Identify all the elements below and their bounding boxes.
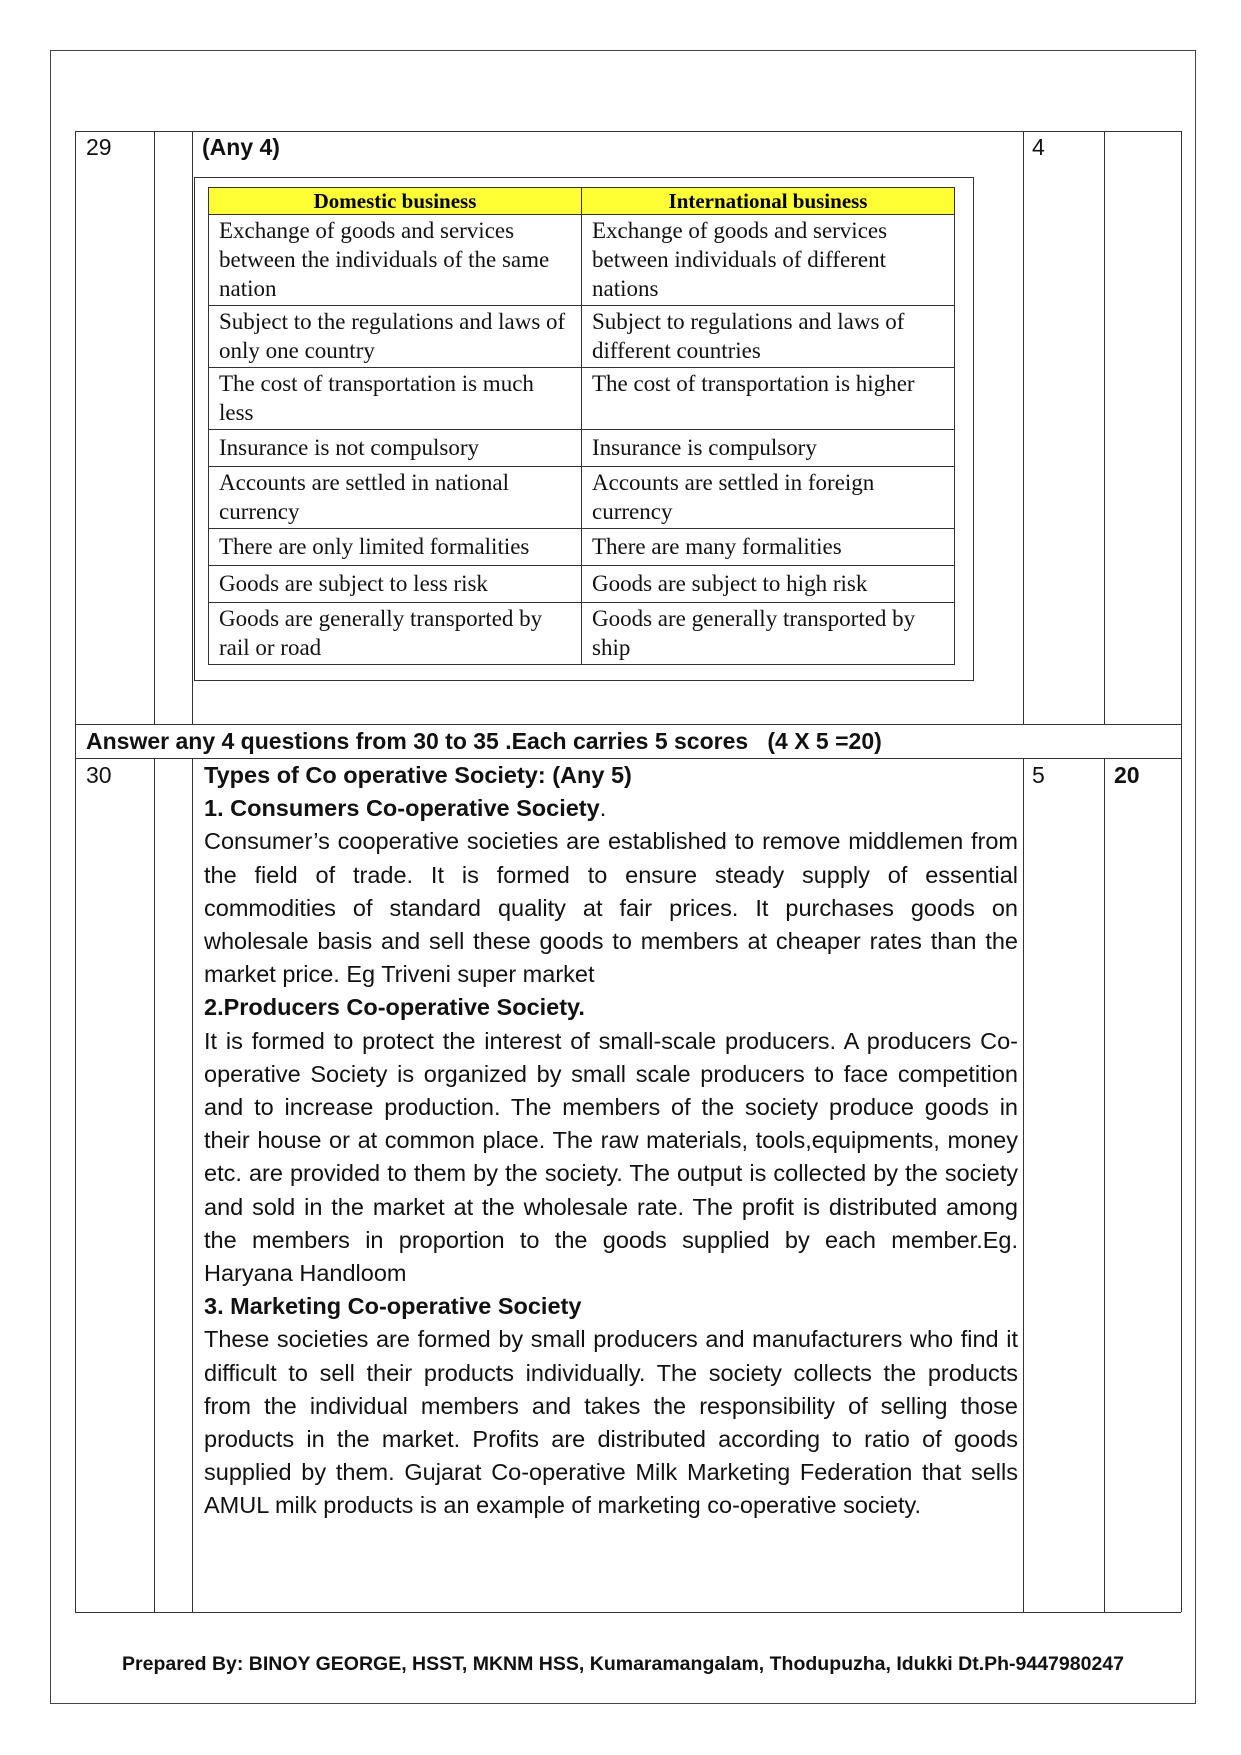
table-left-line <box>75 131 76 1612</box>
comparison-header-row <box>209 188 955 215</box>
table-row <box>209 603 955 665</box>
item-text: It is formed to protect the interest of small-scale producers. A producers Co-operative Society is organized by small scale producers to face competition and to increase production. The members of the society produce goods in their house or at common place. The raw materials, tools,equipments, money etc. are provided to them by the society. The output is collected by the society and sold in the market at the wholesale rate. The profit is distributed among the members in proportion to the goods supplied by each member.Eg. Haryana Handloom <box>204 1027 1018 1287</box>
table-row <box>209 368 955 430</box>
table-bottom-line <box>75 1612 1181 1613</box>
domestic-cell: Goods are generally transported by rail or road <box>209 603 582 665</box>
header-international: International business <box>582 188 955 215</box>
table-row <box>209 215 955 306</box>
q30-total: 20 <box>1114 762 1140 788</box>
item-text: These societies are formed by small producers and manufacturers who find it difficult to sell their products individually. The society collects the products from the individual members and takes the responsibility of selling those products in the market. Profits are distributed according to ratio of goods supplied by them. Gujarat Co-operative Milk Marketing Federation that sells AMUL milk products is an example of marketing co-operative society. <box>204 1326 1018 1519</box>
col-divider-2 <box>192 131 193 724</box>
domestic-cell: The cost of transportation is much less <box>209 368 582 430</box>
col-divider-3b <box>1023 758 1024 1612</box>
domestic-cell: Subject to the regulations and laws of only one country <box>209 306 582 368</box>
international-cell: Goods are generally transported by ship <box>582 603 955 665</box>
table-row <box>209 306 955 368</box>
international-cell: Goods are subject to high risk <box>582 566 955 603</box>
table-row <box>209 529 955 566</box>
col-divider-2b <box>192 758 193 1612</box>
table-row <box>209 430 955 467</box>
table-right-line <box>1181 131 1182 1612</box>
international-cell: Insurance is compulsory <box>582 430 955 467</box>
q30-answer <box>204 762 1018 1523</box>
domestic-cell: Exchange of goods and services between the individuals of the same nation <box>209 215 582 306</box>
international-cell: Exchange of goods and services between individuals of different nations <box>582 215 955 306</box>
international-cell: Accounts are settled in foreign currency <box>582 467 955 529</box>
q29-score: 4 <box>1032 134 1045 160</box>
col-divider-3 <box>1023 131 1024 724</box>
international-cell: There are many formalities <box>582 529 955 566</box>
domestic-cell: Accounts are settled in national currency <box>209 467 582 529</box>
international-cell: The cost of transportation is higher <box>582 368 955 430</box>
section-instruction: Answer any 4 questions from 30 to 35 .Each carries 5 scores (4 X 5 =20) <box>86 728 882 754</box>
comparison-table <box>208 187 955 665</box>
col-divider-4b <box>1104 758 1105 1612</box>
col-divider-1 <box>154 131 155 724</box>
col-divider-1b <box>154 758 155 1612</box>
q29-number: 29 <box>86 134 112 160</box>
q30-title: Types of Co operative Society: (Any 5) <box>204 762 632 788</box>
table-row <box>209 467 955 529</box>
international-cell: Subject to regulations and laws of different countries <box>582 306 955 368</box>
domestic-cell: There are only limited formalities <box>209 529 582 566</box>
item-text: Consumer’s cooperative societies are established to remove middlemen from the field of trade. It is formed to ensure steady supply of essential commodities of standard quality at fair prices. It purchases goods on wholesale basis and sell these goods to members at cheaper rates than the market price. Eg Triveni super market <box>204 828 1018 988</box>
q30-number: 30 <box>86 762 112 788</box>
domestic-cell: Goods are subject to less risk <box>209 566 582 603</box>
q29-heading: (Any 4) <box>202 134 280 160</box>
domestic-cell: Insurance is not compulsory <box>209 430 582 467</box>
col-divider-4 <box>1104 131 1105 724</box>
header-domestic: Domestic business <box>209 188 582 215</box>
item-heading: 1. Consumers Co-operative Society. <box>204 795 607 822</box>
item-heading: 2.Producers Co-operative Society. <box>204 994 585 1021</box>
item-heading: 3. Marketing Co-operative Society <box>204 1293 582 1320</box>
table-row <box>209 566 955 603</box>
footer-credit: Prepared By: BINOY GEORGE, HSST, MKNM HSS, Kumaramangalam, Thodupuzha, Idukki Dt.Ph-9447980247 <box>122 1653 1124 1675</box>
q30-score: 5 <box>1032 762 1045 788</box>
